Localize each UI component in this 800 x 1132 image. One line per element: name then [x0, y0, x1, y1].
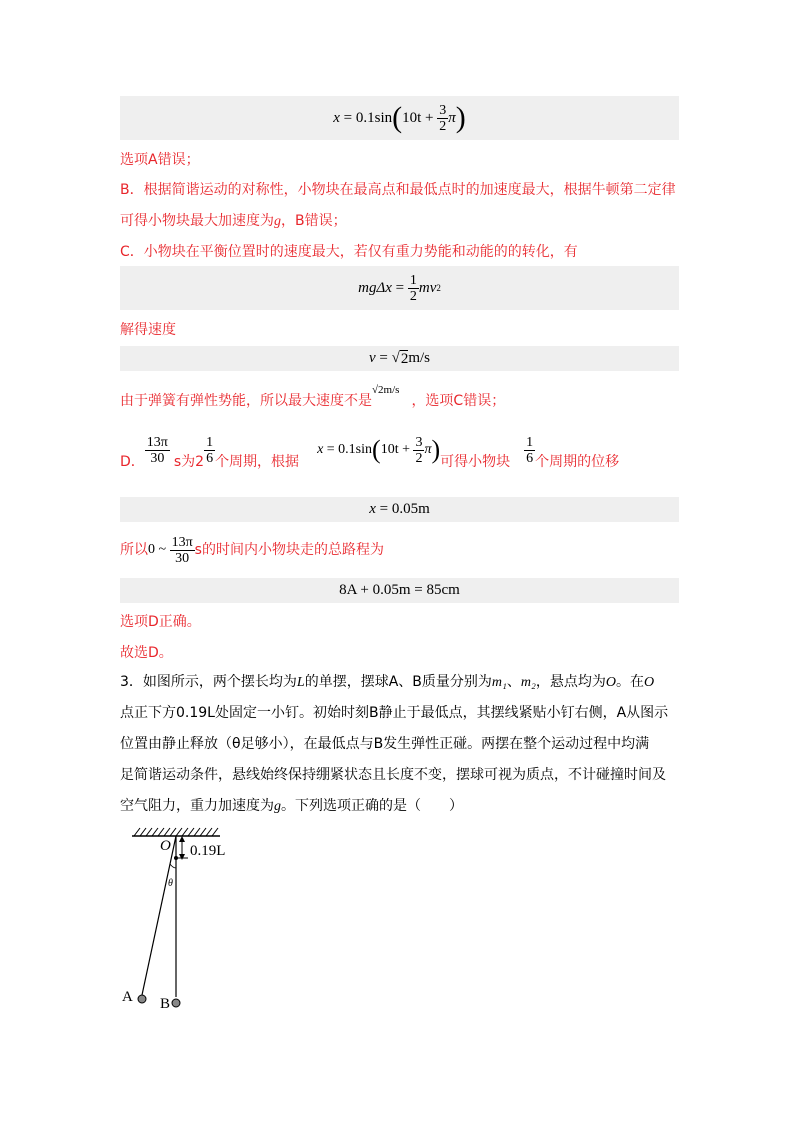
- formula-displacement-result: [120, 497, 679, 522]
- formula-text: = 0.1sin: [323, 442, 373, 457]
- inline-value: √2m/s: [372, 384, 400, 396]
- paren-left: (: [372, 435, 381, 464]
- formula-lhs: mgΔx: [358, 279, 392, 296]
- formula-eq: =: [391, 279, 408, 296]
- formula-pi: π: [448, 109, 456, 126]
- line-option-d: [120, 430, 619, 470]
- formula-lhs: v: [368, 350, 376, 366]
- text: 3．如图所示，两个摆长均为: [120, 674, 297, 690]
- var-O: O: [605, 675, 616, 690]
- range: 0 ~: [148, 542, 170, 557]
- formula-sup: 2: [436, 283, 441, 293]
- frac-den: 6: [206, 450, 214, 466]
- formula-eq: =: [375, 350, 392, 366]
- label-dist: 0.19L: [190, 843, 226, 859]
- line-total: [120, 530, 384, 570]
- line-option-d-correct: 选项D正确。: [120, 614, 201, 630]
- line-spring: [120, 384, 506, 412]
- text: ，悬点均为: [535, 674, 606, 690]
- frac-num: 1: [526, 434, 534, 450]
- formula-arg: 10t +: [380, 442, 414, 457]
- var-g: g: [274, 799, 281, 814]
- formula-rhs: = 0.05m: [375, 501, 430, 517]
- frac-den: 2: [415, 450, 423, 466]
- q3-line3: 位置由静止释放（θ足够小），在最低点与B发生弹性正碰。两摆在整个运动过程中均满: [120, 736, 650, 752]
- frac-num: 3: [439, 102, 447, 118]
- dimension-arrow-up: [179, 836, 185, 842]
- text: 空气阻力，重力加速度为: [120, 798, 274, 814]
- line-option-c: C．小物块在平衡位置时的速度最大，若仅有重力势能和动能的的转化，有: [120, 244, 578, 260]
- paren-right: ): [455, 101, 466, 134]
- frac-num: 1: [409, 272, 417, 288]
- formula-total-distance: [120, 578, 679, 603]
- var-m2: m₂: [520, 675, 536, 690]
- nail-dot: [174, 856, 178, 860]
- formula-var: x: [317, 442, 324, 457]
- string-a: [142, 836, 176, 995]
- text: 。下列选项正确的是（ ）: [281, 798, 463, 814]
- angle-arc: [170, 864, 176, 868]
- frac-den: 6: [526, 450, 534, 466]
- formula-pi: π: [424, 442, 432, 457]
- frac-num: 1: [206, 434, 214, 450]
- frac-num: 3: [415, 434, 423, 450]
- label-a: A: [122, 989, 133, 1005]
- text: s为2: [173, 454, 205, 470]
- line-answer: 故选D。: [120, 645, 173, 661]
- q3-line5: [120, 796, 463, 817]
- fraction: [170, 535, 195, 566]
- text: 的单摆，摆球A、B质量分别为: [304, 674, 492, 690]
- inline-formula: [317, 435, 440, 466]
- frac-num: 13π: [171, 534, 193, 550]
- label-b: B: [160, 996, 171, 1012]
- var-L: L: [296, 675, 305, 690]
- pendulum-figure: [118, 822, 258, 1012]
- formula-arg: 10t +: [402, 109, 438, 126]
- text: ，选项C错误；: [411, 393, 506, 409]
- var-m1: m₁: [491, 675, 507, 690]
- frac-den: 30: [150, 450, 165, 466]
- fraction: [145, 435, 170, 466]
- text: 个周期的位移: [535, 454, 620, 470]
- formula-energy: [120, 266, 679, 310]
- label-theta: θ: [168, 878, 173, 889]
- var-g: g: [274, 214, 281, 229]
- var-O: O: [644, 675, 655, 690]
- paren-left: (: [392, 101, 403, 134]
- formula-velocity: [120, 346, 679, 371]
- ceiling-hatch: [134, 828, 218, 836]
- frac-den: 30: [175, 550, 190, 566]
- formula-lhs: x: [369, 501, 376, 517]
- q3-line4: 足简谐运动条件，悬线始终保持绷紧状态且长度不变，摆球可视为质点，不计碰撞时间及: [120, 767, 666, 783]
- q3-line1: [120, 672, 654, 693]
- fraction: [413, 435, 424, 466]
- paren-right: ): [431, 435, 441, 464]
- formula-text: = 0.1sin: [339, 109, 393, 126]
- line-option-b2: [120, 211, 347, 232]
- text: 。在: [616, 674, 644, 690]
- frac-den: 2: [439, 118, 447, 134]
- line-option-a: 选项A错误；: [120, 152, 200, 168]
- frac-num: 13π: [146, 434, 168, 450]
- line-option-b1: B．根据简谐运动的对称性，小物块在最高点和最低点时的加速度最大，根据牛顿第二定律: [120, 182, 676, 198]
- formula-displacement: [120, 96, 679, 140]
- text: D．: [120, 454, 145, 470]
- fraction: [524, 435, 535, 466]
- text: 可得小物块最大加速度为: [120, 213, 274, 229]
- sqrt-sign: √: [391, 350, 400, 366]
- text: 所以: [120, 542, 148, 558]
- text: 、: [506, 674, 521, 690]
- formula-rhs: mv: [418, 279, 437, 296]
- fraction: [437, 103, 448, 134]
- ball-b: [172, 999, 180, 1007]
- q3-line2: 点正下方0.19L处固定一小钉。初始时刻B静止于最低点，其摆线紧贴小钉右侧，A从图示: [120, 705, 669, 721]
- text: s的时间内小物块走的总路程为: [194, 542, 384, 558]
- frac-den: 2: [409, 288, 417, 304]
- text: 可得小物块: [440, 454, 511, 470]
- formula-text: 8A + 0.05m = 85cm: [339, 582, 460, 598]
- label-o: O: [160, 838, 171, 854]
- ball-a: [138, 995, 146, 1003]
- line-solve: 解得速度: [120, 322, 176, 338]
- formula-unit: m/s: [408, 350, 431, 366]
- fraction: [408, 273, 419, 304]
- text: 由于弹簧有弹性势能，所以最大速度不是: [120, 393, 372, 409]
- text: ，B错误；: [281, 213, 347, 229]
- dimension-arrow-down: [179, 854, 185, 860]
- formula-var: x: [333, 109, 340, 126]
- text: 个周期，根据: [215, 454, 300, 470]
- fraction: [204, 435, 215, 466]
- sqrt-content: 2: [400, 350, 409, 367]
